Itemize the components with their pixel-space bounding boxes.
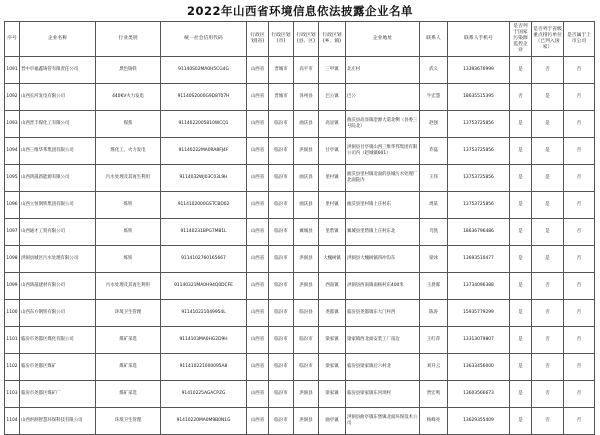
contact-cell: 乔磊 [420,138,448,165]
company-name-cell: 山西洪洞智慧环保科技有限公司 [20,408,96,435]
address-cell: 曲沃县里村镇北面的县城污水处理厂北面院内 [346,165,420,192]
national-monitor-cell: 是 [510,327,532,354]
national-monitor-cell: 是 [510,57,532,84]
national-monitor-cell: 是 [510,219,532,246]
city-cell: 临汾市 [269,408,294,435]
phone-cell: 13753725856 [448,138,510,165]
contact-cell: 周某 [420,192,448,219]
address-cell: 北庄村 [346,57,420,84]
seq-cell: 1094 [5,138,20,165]
listed-company-cell: 否 [564,408,595,435]
contact-cell: 乌凯 [420,219,448,246]
table-row [5,165,595,192]
town-cell: 高显镇 [319,111,346,138]
province-cell: 山西省 [247,300,269,327]
enterprise-table [4,21,595,435]
address-cell: 临汾县梁家镇东河坝村 [346,381,420,408]
industry-cell: 污水处理及其再生利用 [96,273,161,300]
column-header: 联系人 [420,22,448,57]
phone-cell: 13753725856 [448,165,510,192]
city-cell: 临汾市 [269,300,294,327]
town-cell: 里砦镇 [319,219,346,246]
national-monitor-cell: 否 [510,84,532,111]
company-name-cell: 山西鸿晟建材有限公司 [20,273,96,300]
listed-company-cell: 否 [564,300,595,327]
credit-code-cell: 91140S2000G9D8T07H [161,84,247,111]
column-header: 行政区划(乡、镇) [319,22,346,57]
document-title: 2022年山西省环境信息依法披露企业名单 [186,4,413,18]
listed-company-cell: 否 [564,219,595,246]
town-cell: 西南镇 [319,273,346,300]
provincial-key-cell: 是 [532,84,564,111]
listed-company-cell: 否 [564,327,595,354]
table-row [5,111,595,138]
contact-cell: 贾宏鸣 [420,381,448,408]
company-name-cell: 山西鸿晟新能源有限公司 [20,165,96,192]
company-name-cell: 晋中市福鑫铸管有限责任公司 [20,57,96,84]
province-cell: 山西省 [247,192,269,219]
address-cell: 曲沃县高显镇浍源大道北侧（县委三号院北） [346,111,420,138]
provincial-key-cell: 否 [532,273,564,300]
company-name-cell: 山西立恒钢铁集团有限公司 [20,192,96,219]
provincial-key-cell: 是 [532,138,564,165]
industry-cell: 煤矿采选 [96,327,161,354]
provincial-key-cell: 否 [532,57,564,84]
contact-cell: 王红萍 [420,327,448,354]
contact-cell: 王晨晖 [420,273,448,300]
industry-cell: 煤焦 [96,111,161,138]
city-cell: 临汾市 [269,138,294,165]
contact-cell: 武义 [420,57,448,84]
company-name-cell: 临汾市尧都区煤矿厂 [20,381,96,408]
address-cell: 梁家镇西北面安装工厂南边 [346,327,420,354]
table-row [5,219,595,246]
company-name-cell: 山西晋丰煤化工有限公司 [20,111,96,138]
province-cell: 山西省 [247,165,269,192]
national-monitor-cell: 是 [510,138,532,165]
town-cell: 巴公镇 [319,84,346,111]
phone-cell: 13313079807 [448,327,510,354]
provincial-key-cell: 是 [532,219,564,246]
address-cell: 洪洞县西南镇南杨村东400米 [346,273,420,300]
column-header: 企业地址 [346,22,420,57]
county-cell: 高平市 [294,57,319,84]
phone-cell: 13603566673 [448,381,510,408]
company-name-cell: 山西东方钢铁有限公司 [20,300,96,327]
seq-cell: 1098 [5,246,20,273]
county-cell: 洪洞县 [294,246,319,273]
contact-cell: 王伟 [420,165,448,192]
contact-cell: 杨峰亮 [420,408,448,435]
company-name-cell: 山西长河发电有限公司 [20,84,96,111]
column-header: 行政区划(县、区) [294,22,319,57]
table-row [5,381,595,408]
province-cell: 山西省 [247,57,269,84]
seq-cell: 1101 [5,327,20,354]
phone-cell: 13693510477 [448,246,510,273]
city-cell: 临汾市 [269,246,294,273]
contact-cell: 梁冰 [420,246,448,273]
county-cell: 临汾市 [294,327,319,354]
industry-cell: 环境卫生管理 [96,300,161,327]
address-cell: 洪洞县大槐树镇四冲沟东 [346,246,420,273]
national-monitor-cell: 是 [510,300,532,327]
phone-cell: 18636796486 [448,219,510,246]
credit-code-cell: 91140231BPG7M81L [161,219,247,246]
city-cell: 临汾市 [269,327,294,354]
county-cell: 洪洞县 [294,273,319,300]
national-monitor-cell: 是 [510,111,532,138]
listed-company-cell: 否 [564,165,595,192]
province-cell: 山西省 [247,219,269,246]
credit-code-cell: 9114022005810WCQ1 [161,111,247,138]
national-monitor-cell: 是 [510,165,532,192]
company-name-cell: 山西三维华邦集团有限公司 [20,138,96,165]
provincial-key-cell: 否 [532,327,564,354]
industry-cell: 煤矿采选 [96,354,161,381]
address-cell: 巴公 [346,84,420,111]
province-cell: 山西省 [247,408,269,435]
credit-code-cell: 911410221049954L [161,300,247,327]
credit-code-cell: 91410225AGACPZG [161,381,247,408]
table-row [5,138,595,165]
table-row [5,84,595,111]
county-cell: 临汾市 [294,354,319,381]
province-cell: 山西省 [247,327,269,354]
province-cell: 山西省 [247,111,269,138]
industry-cell: 煤矿采选 [96,381,161,408]
phone-cell: 13629355409 [448,408,510,435]
seq-cell: 1093 [5,111,20,138]
listed-company-cell: 否 [564,273,595,300]
town-cell: 尧都镇 [319,300,346,327]
town-cell: 梁家镇 [319,381,346,408]
phone-cell: 13633456000 [448,354,510,381]
address-cell: 临汾县尧都镇东大门村西 [346,300,420,327]
contact-cell: 陈涛 [420,300,448,327]
industry-cell: 黑色铸铁 [96,57,161,84]
national-monitor-cell: 是 [510,273,532,300]
company-name-cell: 临汾市尧都区煤化有限公司 [20,327,96,354]
city-cell: 晋城市 [269,84,294,111]
province-cell: 山西省 [247,138,269,165]
credit-code-cell: 911410221000095A8 [161,354,247,381]
phone-cell: 15935779299 [448,300,510,327]
company-name-cell: 临汾市尧都区煤矿 [20,354,96,381]
table-row [5,408,595,435]
town-cell: 里村镇 [319,192,346,219]
province-cell: 山西省 [247,84,269,111]
column-header: 序号 [5,22,20,57]
column-header: 是否列于省级重点排污单位（已列入国家） [532,22,564,57]
listed-company-cell: 否 [564,84,595,111]
column-header: 是否属于上市公司 [564,22,595,57]
credit-code-cell: 91140S02MA0H5CG4G [161,57,247,84]
town-cell: 梁家镇 [319,354,346,381]
table-row [5,273,595,300]
industry-cell: 炼铁 [96,192,161,219]
listed-company-cell: 否 [564,354,595,381]
provincial-key-cell: 否 [532,381,564,408]
province-cell: 山西省 [247,354,269,381]
national-monitor-cell: 是 [510,246,532,273]
national-monitor-cell: 是 [510,192,532,219]
national-monitor-cell: 是 [510,381,532,408]
town-cell: 里村镇 [319,165,346,192]
address-cell: 翼城县里砦镇上庄村东北 [346,219,420,246]
seq-cell: 1099 [5,273,20,300]
county-cell: 曲沃县 [294,111,319,138]
provincial-key-cell: 是 [532,192,564,219]
seq-cell: 1096 [5,192,20,219]
contact-cell: 赵强 [420,111,448,138]
address-cell: 洪洞县曲亭镇东堡镇北面环保技术公司 [346,408,420,435]
industry-cell: 环境卫生管理 [96,408,161,435]
town-cell: 甘亭镇 [319,138,346,165]
listed-company-cell: 否 [564,57,595,84]
county-cell: 洪洞县 [294,408,319,435]
table-row [5,57,595,84]
province-cell: 山西省 [247,273,269,300]
seq-cell: 1092 [5,84,20,111]
town-cell: 大槐树镇 [319,246,346,273]
city-cell: 晋城市 [269,57,294,84]
table-row [5,327,595,354]
listed-company-cell: 否 [564,192,595,219]
company-name-cell: 洪洞县城区污水处理有限公司 [20,246,96,273]
credit-code-cell: 91140321MA0H94Q0DCFE [161,273,247,300]
city-cell: 临汾市 [269,273,294,300]
county-cell: 泽州县 [294,84,319,111]
table-row [5,192,595,219]
credit-code-cell: 91410220MA0M9B0N1G [161,408,247,435]
town-cell: 三甲镇 [319,57,346,84]
phone-cell: 13753725856 [448,111,510,138]
listed-company-cell: 否 [564,138,595,165]
industry-cell: 污水处理及其再生利用 [96,165,161,192]
credit-code-cell: 9114102760165667 [161,246,247,273]
contact-cell: 刘开云 [420,354,448,381]
seq-cell: 1095 [5,165,20,192]
phone-cell: 13393676999 [448,57,510,84]
county-cell: 曲沃县 [294,165,319,192]
column-header: 是否列于国家污染源监控企业 [510,22,532,57]
county-cell: 洪洞县 [294,138,319,165]
credit-code-cell: 9114102000GSTCBD02 [161,192,247,219]
listed-company-cell: 否 [564,246,595,273]
city-cell: 临汾市 [269,381,294,408]
provincial-key-cell: 否 [532,300,564,327]
seq-cell: 1104 [5,408,20,435]
national-monitor-cell: 是 [510,354,532,381]
town-cell: 梁家镇 [319,327,346,354]
listed-company-cell: 否 [564,381,595,408]
address-cell: 曲沃县里村镇上庄村东 [346,192,420,219]
seq-cell: 1102 [5,354,20,381]
city-cell: 临汾市 [269,165,294,192]
provincial-key-cell: 否 [532,354,564,381]
seq-cell: 1091 [5,57,20,84]
table-row [5,246,595,273]
contact-cell: 牛宏慧 [420,84,448,111]
company-name-cell: 山西通才工贸有限公司 [20,219,96,246]
column-header: 行业类别 [96,22,161,57]
address-cell: 洪洞县甘亭镇山西三维华邦集团有限公司内（赵城镇601） [346,138,420,165]
county-cell: 临汾县 [294,300,319,327]
listed-company-cell: 否 [564,111,595,138]
seq-cell: 1100 [5,300,20,327]
seq-cell: 1103 [5,381,20,408]
county-cell: 翼城县 [294,219,319,246]
provincial-key-cell: 是 [532,246,564,273]
column-header: 统一社会信用代码 [161,22,247,57]
industry-cell: 炼铁 [96,246,161,273]
phone-cell: 13734096388 [448,273,510,300]
town-cell: 曲亭镇 [319,408,346,435]
table-row [5,300,595,327]
phone-cell: 13753725856 [448,192,510,219]
national-monitor-cell: 是 [510,408,532,435]
province-cell: 山西省 [247,381,269,408]
industry-cell: 煤化工、火力发电 [96,138,161,165]
county-cell: 洪洞县 [294,381,319,408]
county-cell: 曲沃县 [294,192,319,219]
provincial-key-cell: 是 [532,111,564,138]
column-header: 行政区划(市) [269,22,294,57]
industry-cell: 440KV火力发电 [96,84,161,111]
column-header: 企业名称 [20,22,96,57]
phone-cell: 18635515395 [448,84,510,111]
city-cell: 临汾市 [269,192,294,219]
province-cell: 山西省 [247,246,269,273]
address-cell: 临汾县梁家镇后六村北 [346,354,420,381]
industry-cell: 炼铁 [96,219,161,246]
city-cell: 临汾市 [269,219,294,246]
column-header: 联系人手机号 [448,22,510,57]
city-cell: 临汾市 [269,354,294,381]
table-header-row [5,22,595,57]
provincial-key-cell: 否 [532,408,564,435]
credit-code-cell: 9114032WJ03C03L9H [161,165,247,192]
credit-code-cell: 91140222MA0RA8FJ4F [161,138,247,165]
table-row [5,354,595,381]
provincial-key-cell: 是 [532,165,564,192]
column-header: 行政区划(省) [247,22,269,57]
city-cell: 临汾市 [269,111,294,138]
seq-cell: 1097 [5,219,20,246]
credit-code-cell: 9114103MA0HG2D9H [161,327,247,354]
